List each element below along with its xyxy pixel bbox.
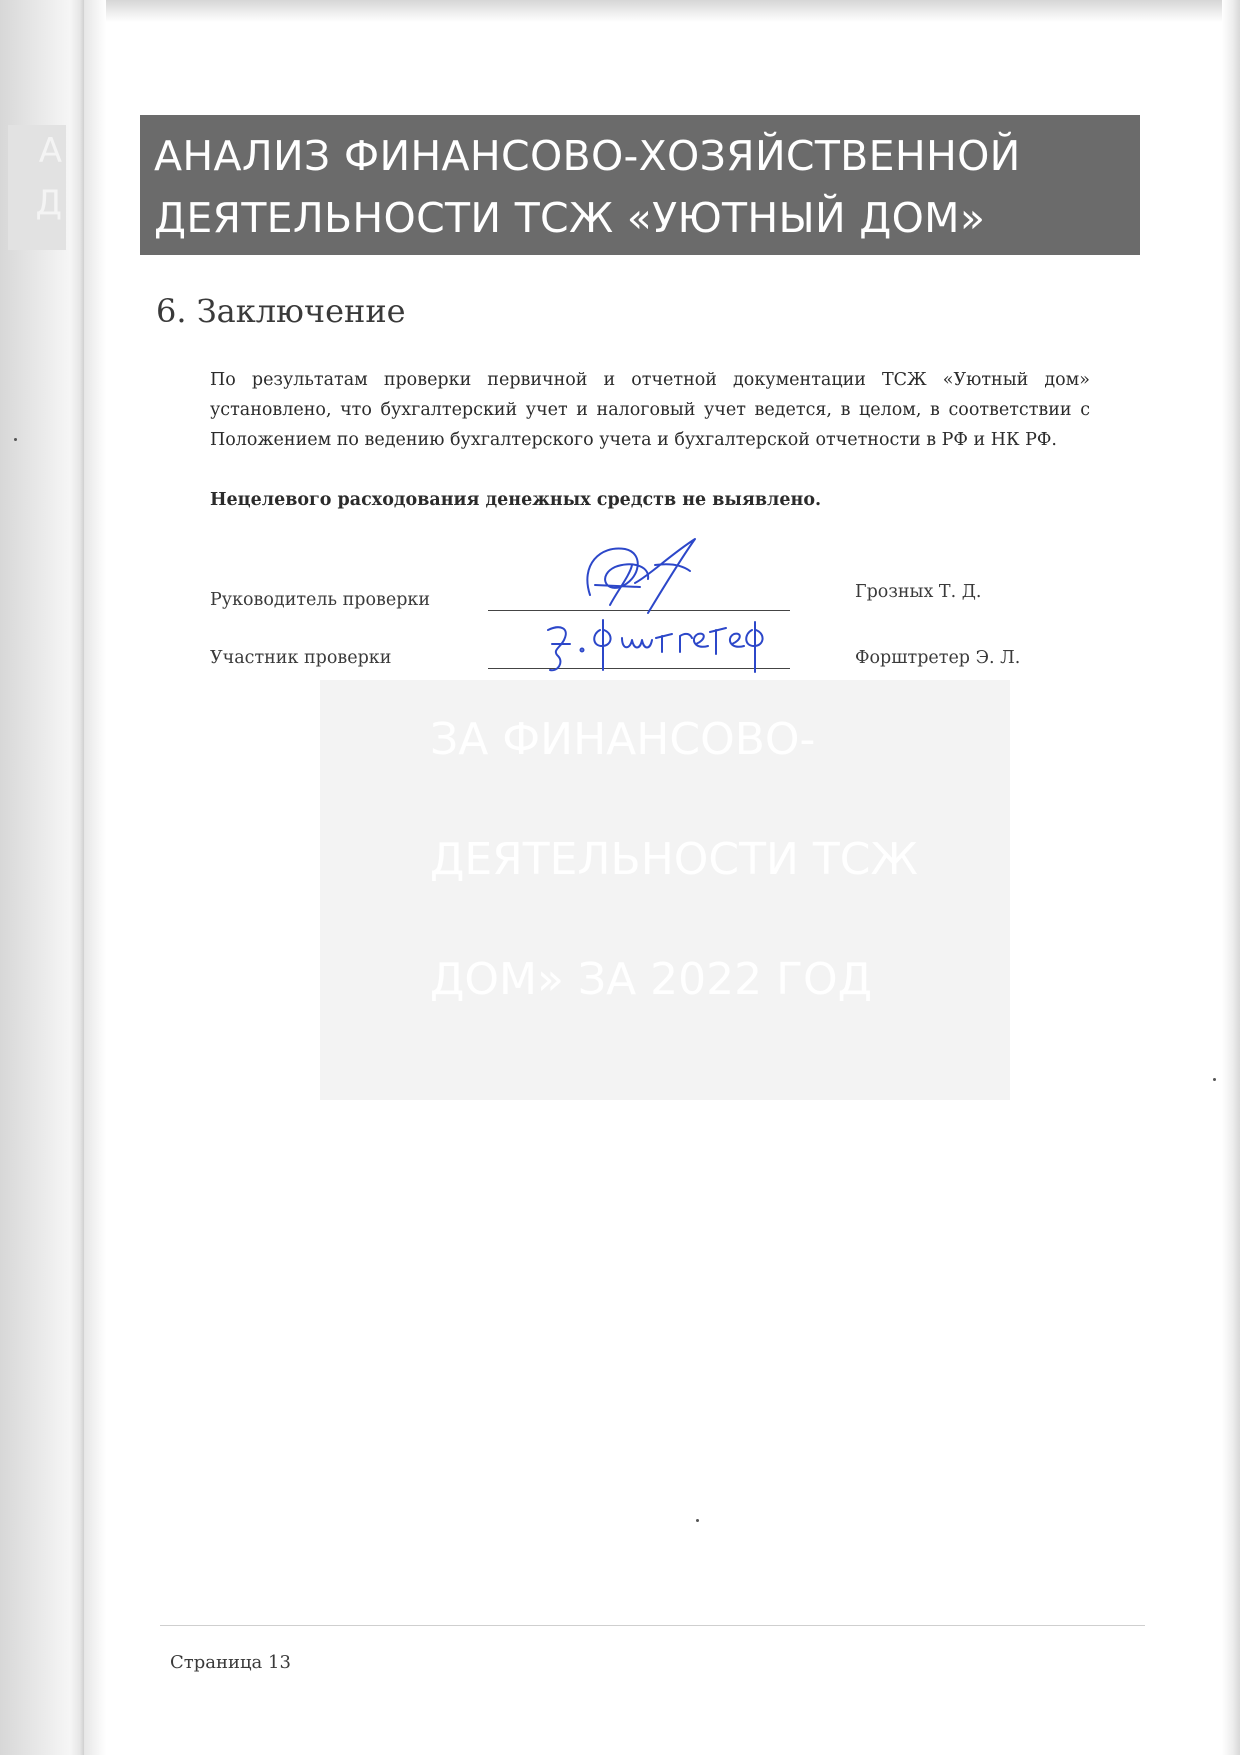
- showthrough-text: ДЕЯТЕЛЬНОСТИ ТСЖ: [430, 834, 918, 885]
- signature-role: Участник проверки: [210, 648, 392, 668]
- participant-signature: [530, 610, 780, 680]
- signature-role: Руководитель проверки: [210, 590, 431, 610]
- edge-tab-letter: А: [38, 131, 62, 171]
- footer-divider: [160, 1625, 1145, 1626]
- scan-speck: [696, 1519, 699, 1522]
- section-heading: 6. Заключение: [156, 292, 406, 330]
- scan-top-edge: [0, 0, 1240, 22]
- scan-speck: [14, 438, 17, 441]
- signature-name: Форштретер Э. Л.: [855, 648, 1021, 668]
- document-title-line-1: АНАЛИЗ ФИНАНСОВО-ХОЗЯЙСТВЕННОЙ: [154, 132, 1021, 180]
- showthrough-text: ЗА ФИНАНСОВО-: [430, 714, 816, 765]
- page-number: Страница 13: [170, 1652, 291, 1673]
- signature-name: Грозных Т. Д.: [855, 582, 982, 602]
- scan-right-edge: [1222, 0, 1240, 1755]
- previous-page-tab: [8, 125, 66, 250]
- document-title-line-2: ДЕЯТЕЛЬНОСТИ ТСЖ «УЮТНЫЙ ДОМ»: [154, 194, 986, 242]
- conclusion-paragraph: По результатам проверки первичной и отчетной документации ТСЖ «Уютный дом» установлено, что бухгалтерский учет и налоговый учет ведется, в целом, в соответствии с Положением по ведению бухгалтерского учета и бухгалтерской отчетности в РФ и НК РФ.: [210, 370, 1090, 450]
- edge-tab-letter: Д: [35, 183, 62, 223]
- finding-statement: Нецелевого расходования денежных средств не выявлено.: [210, 490, 822, 510]
- document-title-banner: [140, 115, 1140, 255]
- scan-left-edge: [0, 0, 84, 1755]
- scan-left-shadow: [84, 0, 106, 1755]
- showthrough-text: ДОМ» ЗА 2022 ГОД: [430, 954, 872, 1005]
- scan-speck: [1213, 1078, 1216, 1081]
- page-showthrough: [320, 680, 1010, 1100]
